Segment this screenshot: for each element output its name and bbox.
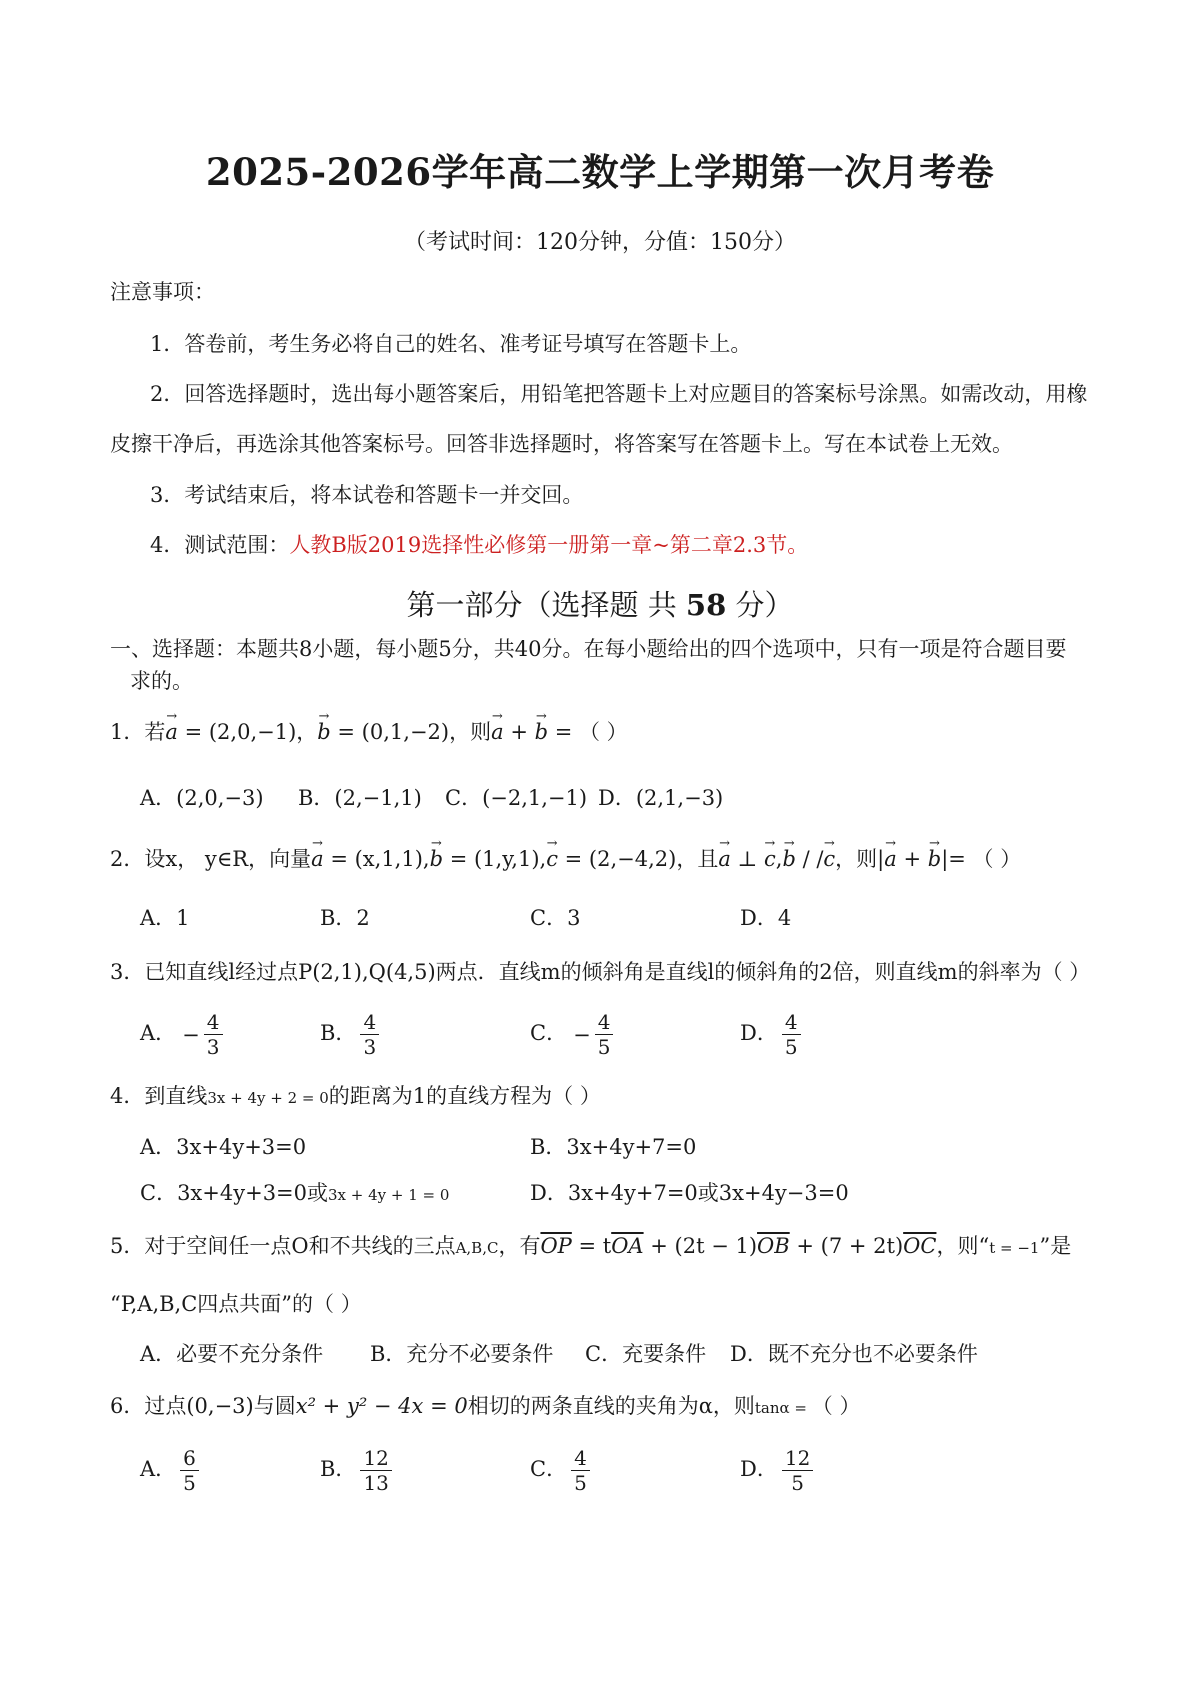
q3-option-c[interactable] <box>530 1010 613 1059</box>
q2-vars: x， y∈R，向量 <box>165 847 312 871</box>
vector-c: → c <box>823 845 835 873</box>
section-title-pre: 第一部分（选择题 共 <box>406 588 686 622</box>
q1-option-b[interactable]: B．(2,−1,1) <box>298 786 422 810</box>
q6-a-label: A． <box>140 1457 177 1481</box>
q2-end: |= （ ） <box>941 847 1022 871</box>
q1-pre: 若 <box>144 720 166 744</box>
q4-post: 的距离为1的直线方程为（ ） <box>328 1084 601 1108</box>
q2-then: ，则| <box>835 847 885 871</box>
denominator: 13 <box>363 1471 389 1495</box>
question-5 <box>110 1232 1110 1262</box>
question-6 <box>110 1392 1110 1422</box>
q5-points: A,B,C <box>455 1239 499 1257</box>
q2-a-value: = (x,1,1), <box>323 847 430 871</box>
vector-a: → a <box>311 845 324 873</box>
q2-parallel: / / <box>795 847 824 871</box>
question-1: 1．若→ a = (2,0,−1)，→ b = (0,1,−2)，则→ a + → b = （ ） <box>110 718 1110 746</box>
q5-post: ，则“ <box>936 1234 990 1258</box>
vector-a: → a <box>718 845 731 873</box>
q5-option-c[interactable]: C．充要条件 <box>585 1342 707 1366</box>
fraction <box>360 1010 379 1059</box>
q6-text-b: 相切的两条直线的夹角为α，则 <box>467 1394 755 1418</box>
q4-option-a[interactable]: A．3x+4y+3=0 <box>140 1135 307 1159</box>
notice-item-3: 3．考试结束后，将本试卷和答题卡一并交回。 <box>150 483 584 507</box>
q1-option-a[interactable]: A．(2,0,−3) <box>140 786 264 810</box>
minus-sign: − <box>182 1022 200 1047</box>
q1-b-value: = (0,1,−2)，则 <box>330 720 492 744</box>
fraction <box>595 1010 614 1059</box>
q2-pre: 设 <box>144 847 166 871</box>
denominator: 3 <box>363 1035 377 1059</box>
vector-c: → c <box>764 845 776 873</box>
fraction <box>204 1010 223 1059</box>
numerator: 6 <box>180 1446 199 1471</box>
vector-a: → a <box>491 718 504 746</box>
q3-d-label: D． <box>740 1021 778 1045</box>
fraction <box>571 1446 590 1495</box>
vector-oa: $\overline{OA}$ <box>611 1234 644 1258</box>
denominator: 5 <box>574 1471 587 1495</box>
q6-d-label: D． <box>740 1457 778 1481</box>
vector-c: → c <box>546 845 558 873</box>
minus-sign: − <box>573 1022 591 1047</box>
q5-eq3: + (7 + 2t) <box>789 1234 904 1258</box>
section-instructions-a: 一、选择题：本题共8小题，每小题5分，共40分。在每小题给出的四个选项中，只有一项是符合题目要 <box>110 637 1067 661</box>
vector-op: $\overline{OP}$ <box>540 1234 572 1258</box>
denominator: 5 <box>791 1471 804 1495</box>
question-3: 3．已知直线l经过点P(2,1),Q(4,5)两点．直线m的倾斜角是直线l的倾斜角的2倍，则直线m的斜率为（ ） <box>110 960 1091 984</box>
numerator: 12 <box>782 1446 813 1471</box>
q4-c-main: C．3x+4y+3=0或 <box>140 1181 329 1205</box>
q3-option-a[interactable] <box>140 1010 223 1059</box>
notice-item-2b: 皮擦干净后，再选涂其他答案标号。回答非选择题时，将答案写在答题卡上。写在本试卷上无效。 <box>110 432 1013 456</box>
q1-option-d[interactable]: D．(2,1,−3) <box>598 786 724 810</box>
vector-b: → b <box>782 845 795 873</box>
vector-oc: $\overline{OC}$ <box>903 1234 937 1258</box>
q4-c-alt: 3x + 4y + 1 = 0 <box>328 1186 450 1204</box>
q2-option-c[interactable]: C．3 <box>530 906 581 930</box>
numerator: 4 <box>204 1010 223 1035</box>
fraction <box>360 1446 391 1495</box>
q5-option-d[interactable]: D．既不充分也不必要条件 <box>730 1342 978 1366</box>
q2-b-value: = (1,y,1), <box>443 847 547 871</box>
q5-condition: t = −1 <box>989 1239 1040 1257</box>
q5-mid: ，有 <box>498 1234 541 1258</box>
denominator: 3 <box>206 1035 220 1059</box>
denominator: 5 <box>784 1035 798 1059</box>
denominator: 5 <box>183 1471 196 1495</box>
q6-b-label: B． <box>320 1457 357 1481</box>
notice-item-1: 1．答卷前，考生务必将自己的姓名、准考证号填写在答题卡上。 <box>150 332 752 356</box>
q1-option-c[interactable]: C．(−2,1,−1) <box>445 786 588 810</box>
q4-equation: 3x + 4y + 2 = 0 <box>207 1089 329 1107</box>
q6-option-d[interactable] <box>740 1446 813 1495</box>
q5-option-b[interactable]: B．充分不必要条件 <box>370 1342 554 1366</box>
numerator: 12 <box>360 1446 391 1471</box>
exam-subtitle: （考试时间：120分钟，分值：150分） <box>404 230 796 255</box>
q4-option-c[interactable] <box>140 1177 449 1207</box>
q6-circle-equation: x² + y² − 4x = 0 <box>295 1394 468 1418</box>
q4-option-d[interactable]: D．3x+4y+7=0或3x+4y−3=0 <box>530 1181 849 1205</box>
q2-number: 2． <box>110 847 145 871</box>
q1-number: 1． <box>110 720 145 744</box>
vector-b: → b <box>535 718 548 746</box>
section-heading <box>0 583 1200 624</box>
section-title-post: 分） <box>726 588 794 622</box>
q5-post2: ”是 <box>1039 1234 1072 1258</box>
scope-text: 人教B版2019选择性必修第一册第一章~第二章2.3节。 <box>289 533 809 557</box>
question-2: 2．设x， y∈R，向量→ a = (x,1,1),→ b = (1,y,1),→ c = (2,−4,2)，且→ a ⊥ → c,→ b / /→ c，则|→ a + → b|= （ ） <box>110 845 1110 873</box>
q5-eq2: + (2t − 1) <box>643 1234 758 1258</box>
fraction <box>782 1010 801 1059</box>
q3-option-d[interactable] <box>740 1010 801 1059</box>
numerator: 4 <box>782 1010 801 1035</box>
q2-perp: ⊥ <box>730 847 764 871</box>
q6-text-a: 6．过点(0,−3)与圆 <box>110 1394 296 1418</box>
q6-end: （ ） <box>811 1394 861 1418</box>
vector-b: → b <box>317 718 330 746</box>
q2-comma: , <box>775 847 783 871</box>
numerator: 4 <box>571 1446 590 1471</box>
q2-option-a[interactable]: A．1 <box>140 906 190 930</box>
denominator: 5 <box>597 1035 611 1059</box>
scope-label: 4．测试范围： <box>150 533 290 557</box>
q3-b-label: B． <box>320 1021 357 1045</box>
fraction <box>180 1446 199 1495</box>
q1-end: = （ ） <box>548 720 628 744</box>
q2-option-d[interactable]: D．4 <box>740 906 792 930</box>
notice-item-2a: 2．回答选择题时，选出每小题答案后，用铅笔把答题卡上对应题目的答案标号涂黑。如需改动，用橡 <box>150 382 1088 406</box>
q6-tan: tanα = <box>754 1399 812 1417</box>
numerator: 4 <box>595 1010 614 1035</box>
q4-option-b[interactable]: B．3x+4y+7=0 <box>530 1135 697 1159</box>
q3-a-label: A． <box>140 1021 177 1045</box>
q2-option-b[interactable]: B．2 <box>320 906 370 930</box>
q3-option-b[interactable] <box>320 1010 379 1059</box>
q6-c-label: C． <box>530 1457 568 1481</box>
question-4 <box>110 1082 1110 1112</box>
q1-a-value: = (2,0,−1)， <box>177 720 318 744</box>
section-points: 58 <box>685 588 727 622</box>
q4-pre: 4．到直线 <box>110 1084 208 1108</box>
q5-eq1: = t <box>571 1234 612 1258</box>
notice-item-4 <box>150 531 1150 559</box>
notice-heading: 注意事项： <box>110 280 215 304</box>
numerator: 4 <box>360 1010 379 1035</box>
q2-c-value: = (2,−4,2)，且 <box>557 847 719 871</box>
q6-option-a[interactable] <box>140 1446 199 1495</box>
q6-option-c[interactable] <box>530 1446 590 1495</box>
fraction <box>782 1446 813 1495</box>
vector-a: → a <box>884 845 897 873</box>
vector-ob: $\overline{OB}$ <box>757 1234 790 1258</box>
vector-b: → b <box>928 845 941 873</box>
vector-b: → b <box>430 845 443 873</box>
q6-option-b[interactable] <box>320 1446 392 1495</box>
q5-pre: 5．对于空间任一点O和不共线的三点 <box>110 1234 456 1258</box>
q3-c-label: C． <box>530 1021 568 1045</box>
question-5-line-2: “P,A,B,C四点共面”的（ ） <box>110 1292 362 1316</box>
vector-a: → a <box>165 718 178 746</box>
page-title: 2025-2026学年高二数学上学期第一次月考卷 <box>205 150 995 194</box>
q5-option-a[interactable]: A．必要不充分条件 <box>140 1342 324 1366</box>
section-instructions-b: 求的。 <box>130 669 193 693</box>
